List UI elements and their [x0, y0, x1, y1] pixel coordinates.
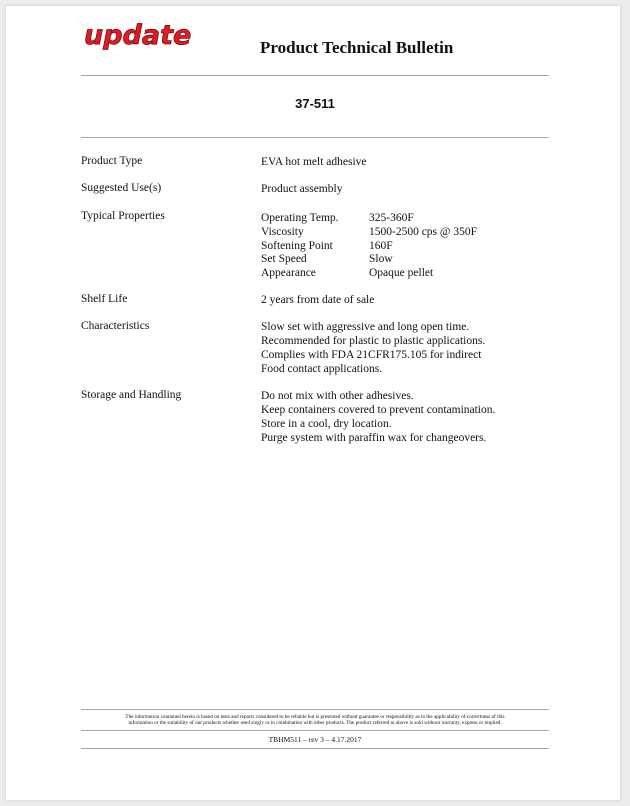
- storage-line: Purge system with paraffin wax for changeovers.: [261, 432, 487, 444]
- properties-table: [261, 212, 477, 281]
- footer-divider-middle: [81, 730, 549, 731]
- header-divider: [81, 75, 549, 76]
- storage-line: Do not mix with other adhesives.: [261, 390, 414, 402]
- property-value: 1500-2500 cps @ 350F: [369, 225, 478, 238]
- property-name: Operating Temp.: [261, 212, 339, 224]
- product-code: 37-511: [295, 96, 335, 111]
- shelf-life-label: Shelf Life: [81, 293, 128, 305]
- page-title: Product Technical Bulletin: [260, 38, 454, 57]
- footer-divider-bottom: [81, 748, 549, 749]
- logo-text: update: [84, 20, 192, 51]
- code-divider: [81, 137, 549, 138]
- property-name: Viscosity: [261, 225, 304, 238]
- property-value: 325-360F: [369, 212, 414, 224]
- property-row: [261, 226, 477, 240]
- characteristics-text: [261, 320, 485, 376]
- storage-line: Keep containers covered to prevent contamination.: [261, 404, 496, 416]
- property-row: [261, 212, 477, 226]
- product-type-value: EVA hot melt adhesive: [261, 156, 367, 168]
- disclaimer-line: The information contained herein is based on tests and reports considered to be reliable but is presented without guarantee or responsibility as to the applicability of correctness of this: [125, 714, 505, 720]
- product-type-label: Product Type: [81, 155, 143, 167]
- property-row: [261, 267, 477, 281]
- characteristics-line: Slow set with aggressive and long open time.: [261, 321, 470, 333]
- property-name: Set Speed: [261, 253, 307, 266]
- property-value: Slow: [369, 253, 393, 266]
- property-name: Appearance: [261, 267, 316, 280]
- storage-text: [261, 389, 495, 445]
- disclaimer-line: information or the suitability of our products whether used singly or in combination with other products. The product referred to above is sold without warranty, express or implied.: [128, 720, 502, 727]
- property-value: Opaque pellet: [369, 267, 434, 280]
- update-logo: [82, 16, 192, 76]
- suggested-use-value: Product assembly: [261, 183, 343, 195]
- shelf-life-value: 2 years from date of sale: [261, 294, 375, 306]
- footer-divider-top: [81, 709, 549, 710]
- storage-line: Store in a cool, dry location.: [261, 418, 392, 430]
- property-value: 160F: [369, 239, 393, 252]
- typical-properties-label: Typical Properties: [81, 210, 165, 222]
- disclaimer: [81, 714, 549, 726]
- property-row: [261, 253, 477, 267]
- property-name: Softening Point: [261, 239, 333, 252]
- characteristics-line: Complies with FDA 21CFR175.105 for indirect: [261, 349, 482, 361]
- suggested-use-label: Suggested Use(s): [81, 182, 162, 194]
- property-row: [261, 240, 477, 254]
- document-page: [6, 6, 620, 800]
- document-revision: TBHM511 – rev 3 – 4.17.2017: [268, 735, 362, 744]
- characteristics-line: Food contact applications.: [261, 363, 383, 375]
- characteristics-label: Characteristics: [81, 320, 150, 332]
- storage-label: Storage and Handling: [81, 389, 182, 401]
- characteristics-line: Recommended for plastic to plastic applications.: [261, 335, 486, 347]
